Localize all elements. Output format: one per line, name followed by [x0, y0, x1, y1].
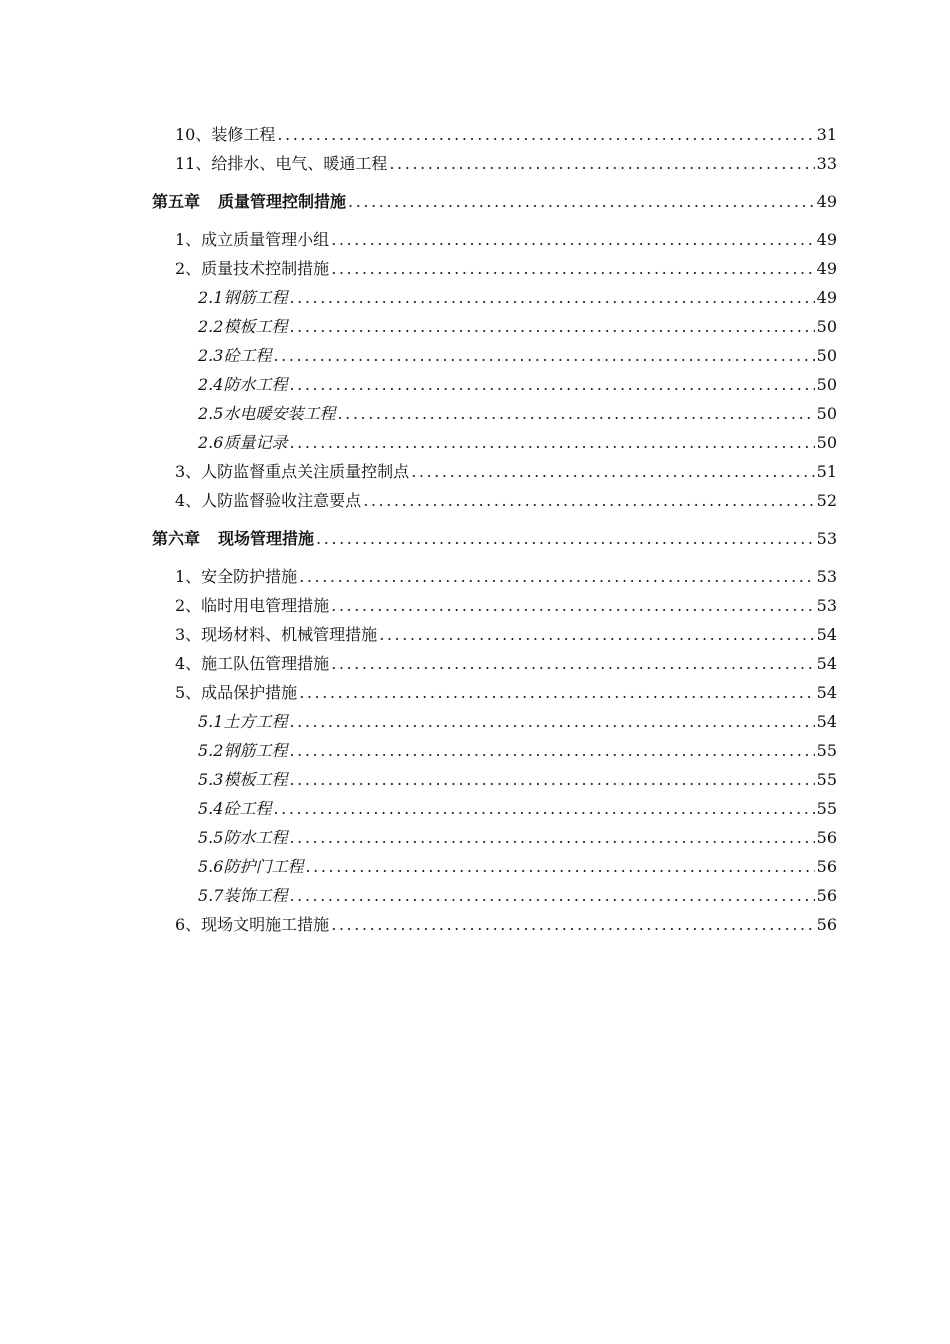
dot-leader	[331, 910, 814, 939]
toc-entry-title	[152, 187, 346, 216]
dot-leader	[289, 736, 814, 765]
toc-entry-title: 2.1钢筋工程	[198, 288, 288, 307]
dot-leader	[289, 765, 814, 794]
chapter-title: 现场管理措施	[218, 529, 315, 548]
dot-leader	[299, 562, 814, 591]
dot-leader	[289, 283, 814, 312]
toc-subsection-entry[interactable]	[0, 765, 837, 794]
toc-subsection-entry[interactable]	[0, 823, 837, 852]
toc-entry-title: 2、临时用电管理措施	[175, 596, 330, 615]
toc-page-number: 56	[816, 915, 837, 934]
toc-section-entry[interactable]	[0, 649, 837, 678]
toc-page-number: 54	[816, 654, 837, 673]
toc-page-number: 56	[816, 828, 837, 847]
chapter-title: 质量管理控制措施	[218, 192, 347, 211]
toc-page-number: 53	[816, 567, 837, 586]
toc-subsection-entry[interactable]	[0, 852, 837, 881]
toc-subsection-entry[interactable]	[0, 794, 837, 823]
toc-section-entry[interactable]	[0, 149, 837, 178]
toc-page-number: 31	[816, 125, 837, 144]
toc-entry-title: 2.6质量记录	[198, 433, 288, 452]
dot-leader	[331, 225, 814, 254]
dot-leader	[289, 823, 814, 852]
toc-entry-title: 5.7装饰工程	[198, 886, 288, 905]
toc-subsection-entry[interactable]	[0, 312, 837, 341]
dot-leader	[411, 457, 814, 486]
chapter-number: 第六章	[152, 529, 201, 548]
dot-leader	[289, 707, 814, 736]
dot-leader	[331, 649, 814, 678]
toc-page-number: 54	[816, 625, 837, 644]
toc-page-number: 49	[816, 230, 837, 249]
dot-leader	[289, 312, 814, 341]
toc-subsection-entry[interactable]	[0, 370, 837, 399]
toc-subsection-entry[interactable]	[0, 707, 837, 736]
toc-chapter-entry[interactable]	[0, 187, 837, 216]
toc-entry-title: 2.4防水工程	[198, 375, 288, 394]
toc-page-number: 54	[816, 683, 837, 702]
toc-entry-title: 3、人防监督重点关注质量控制点	[175, 462, 410, 481]
toc-page-number: 52	[816, 491, 837, 510]
dot-leader	[305, 852, 814, 881]
dot-leader	[348, 187, 815, 216]
toc-page-number: 53	[816, 529, 837, 548]
toc-section-entry[interactable]	[0, 620, 837, 649]
dot-leader	[379, 620, 814, 649]
toc-entry-title: 5.5防水工程	[198, 828, 288, 847]
dot-leader	[273, 341, 814, 370]
toc-entry-title: 4、人防监督验收注意要点	[175, 491, 362, 510]
toc-page-number: 33	[816, 154, 837, 173]
dot-leader	[316, 524, 815, 553]
toc-page-number: 50	[816, 346, 837, 365]
toc-entry-title: 3、现场材料、机械管理措施	[175, 625, 378, 644]
toc-subsection-entry[interactable]	[0, 881, 837, 910]
toc-page-number: 50	[816, 375, 837, 394]
toc-section-entry[interactable]	[0, 120, 837, 149]
dot-leader	[389, 149, 814, 178]
dot-leader	[337, 399, 814, 428]
toc-entry-title: 2.3砼工程	[198, 346, 272, 365]
toc-entry-title: 5.2钢筋工程	[198, 741, 288, 760]
toc-entry-title: 5.3模板工程	[198, 770, 288, 789]
dot-leader	[273, 794, 814, 823]
toc-section-entry[interactable]	[0, 562, 837, 591]
toc-page-number: 49	[816, 259, 837, 278]
toc-subsection-entry[interactable]	[0, 341, 837, 370]
toc-chapter-entry[interactable]	[0, 524, 837, 553]
toc-section-entry[interactable]	[0, 225, 837, 254]
toc-entry-title: 6、现场文明施工措施	[175, 915, 330, 934]
toc-page-number: 50	[816, 317, 837, 336]
toc-subsection-entry[interactable]	[0, 736, 837, 765]
toc-entry-title: 2.5水电暖安装工程	[198, 404, 336, 423]
toc-page-number: 53	[816, 596, 837, 615]
dot-leader	[299, 678, 814, 707]
toc-entry-title	[152, 524, 314, 553]
toc-entry-title: 5.6防护门工程	[198, 857, 304, 876]
toc-entry-title: 11、给排水、电气、暖通工程	[175, 154, 388, 173]
toc-section-entry[interactable]	[0, 486, 837, 515]
toc-page-number: 55	[816, 770, 837, 789]
toc-entry-title: 4、施工队伍管理措施	[175, 654, 330, 673]
toc-section-entry[interactable]	[0, 591, 837, 620]
dot-leader	[289, 370, 814, 399]
toc-section-entry[interactable]	[0, 254, 837, 283]
toc-page-number: 54	[816, 712, 837, 731]
toc-entry-title: 5.1土方工程	[198, 712, 288, 731]
toc-page-number: 56	[816, 857, 837, 876]
toc-section-entry[interactable]	[0, 910, 837, 939]
toc-entry-title: 5.4砼工程	[198, 799, 272, 818]
toc-entry-title: 1、安全防护措施	[175, 567, 298, 586]
toc-page-number: 50	[816, 404, 837, 423]
toc-entry-title: 1、成立质量管理小组	[175, 230, 330, 249]
toc-subsection-entry[interactable]	[0, 428, 837, 457]
toc-entry-title: 2.2模板工程	[198, 317, 288, 336]
toc-subsection-entry[interactable]	[0, 283, 837, 312]
toc-page-number: 50	[816, 433, 837, 452]
dot-leader	[331, 591, 814, 620]
toc-entry-title: 2、质量技术控制措施	[175, 259, 330, 278]
toc-page-number: 55	[816, 741, 837, 760]
toc-subsection-entry[interactable]	[0, 399, 837, 428]
chapter-number: 第五章	[152, 192, 201, 211]
toc-page-number: 56	[816, 886, 837, 905]
toc-page-number: 49	[816, 192, 837, 211]
dot-leader	[277, 120, 814, 149]
dot-leader	[289, 428, 814, 457]
dot-leader	[289, 881, 814, 910]
toc-entry-title: 10、装修工程	[175, 125, 276, 144]
toc-page-number: 49	[816, 288, 837, 307]
toc-page-number: 51	[816, 462, 837, 481]
table-of-contents	[0, 120, 950, 939]
toc-section-entry[interactable]	[0, 678, 837, 707]
toc-entry-title: 5、成品保护措施	[175, 683, 298, 702]
dot-leader	[363, 486, 814, 515]
toc-section-entry[interactable]	[0, 457, 837, 486]
dot-leader	[331, 254, 814, 283]
toc-page-number: 55	[816, 799, 837, 818]
